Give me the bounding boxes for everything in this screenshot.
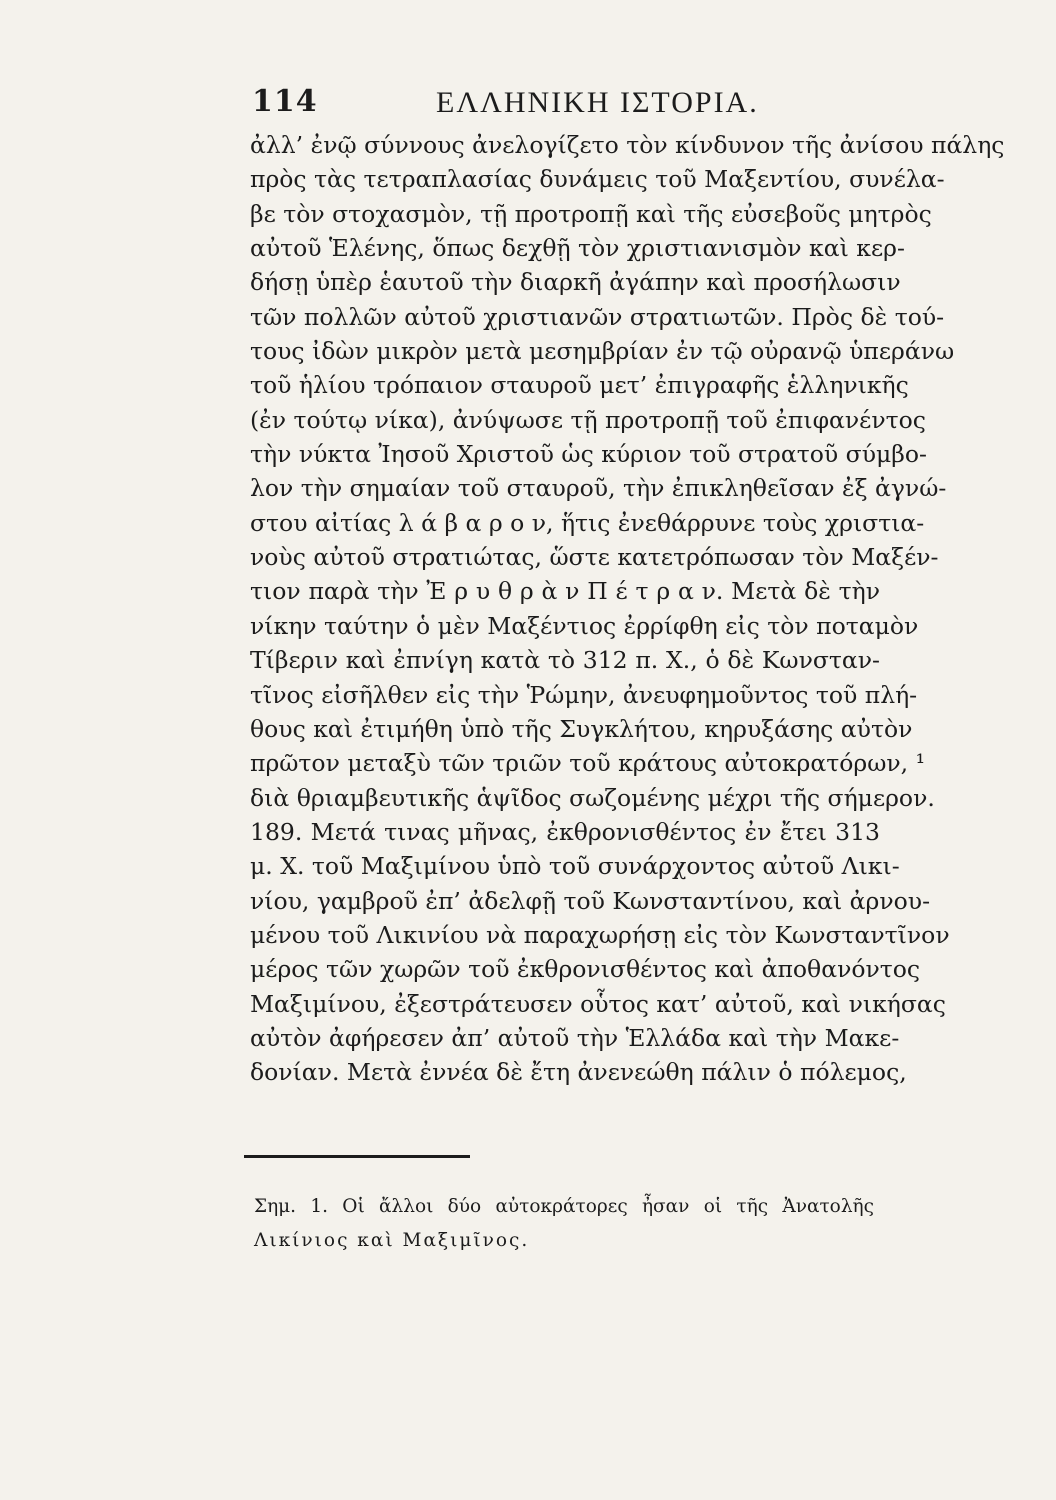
text-line: αὐτὸν ἀφήρεσεν ἀπ’ αὐτοῦ τὴν Ἑλλάδα καὶ τὴν Μακε- [250, 1023, 900, 1052]
text-line: θους καὶ ἐτιμήθη ὑπὸ τῆς Συγκλήτου, κηρυξάσης αὐτὸν [250, 714, 913, 743]
text-line: στου αἰτίας λ ά β α ρ ο ν, ἥτις ἐνεθάρρυνε τοὺς χριστια- [250, 508, 925, 537]
text-line: διὰ θριαμβευτικῆς ἁψῖδος σωζομένης μέχρι τῆς σήμερον. [250, 783, 935, 812]
text-line: (ἐν τούτῳ νίκα), ἀνύψωσε τῇ προτροπῇ τοῦ ἐπιφανέντος [250, 405, 926, 434]
page-number: 114 [252, 84, 318, 119]
footnote-line: Λικίνιος καὶ Μαξιμῖνος. [254, 1230, 530, 1251]
text-line: λον τὴν σημαίαν τοῦ σταυροῦ, τὴν ἐπικληθεῖσαν ἐξ ἀγνώ- [250, 474, 947, 503]
footnote-line: Σημ. 1. Οἱ ἄλλοι δύο αὐτοκράτορες ἦσαν οἱ τῆς Ἀνατολῆς [254, 1196, 874, 1217]
footnote-rule [244, 1155, 470, 1158]
text-line: ἀλλ’ ἐνῷ σύννους ἀνελογίζετο τὸν κίνδυνον τῆς ἀνίσου πάλης [250, 131, 1005, 159]
text-line: Μαξιμίνου, ἐξεστράτευσεν οὗτος κατ’ αὐτοῦ, καὶ νικήσας [250, 989, 946, 1018]
text-line: μ. Χ. τοῦ Μαξιμίνου ὑπὸ τοῦ συνάρχοντος αὐτοῦ Λικι- [250, 852, 900, 881]
text-line: νίκην ταύτην ὁ μὲν Μαξέντιος ἐρρίφθη εἰς τὸν ποταμὸν [250, 611, 919, 640]
text-line: τῖνος εἰσῆλθεν εἰς τὴν Ῥώμην, ἀνευφημοῦντος τοῦ πλή- [250, 680, 918, 709]
text-line: πρὸς τὰς τετραπλασίας δυνάμεις τοῦ Μαξεντίου, συνέλα- [250, 165, 945, 194]
text-line: τὴν νύκτα Ἰησοῦ Χριστοῦ ὡς κύριον τοῦ στρατοῦ σύμβο- [250, 440, 927, 469]
text-line: Τίβεριν καὶ ἐπνίγη κατὰ τὸ 312 π. Χ., ὁ δὲ Κωνσταν- [250, 646, 880, 675]
text-line: βε τὸν στοχασμὸν, τῇ προτροπῇ καὶ τῆς εὐσεβοῦς μητρὸς [250, 199, 932, 228]
footnote [254, 1190, 874, 1258]
text-line: αὐτοῦ Ἑλένης, ὅπως δεχθῇ τὸν χριστιανισμὸν καὶ κερ- [250, 234, 905, 263]
text-line: 189. Μετά τινας μῆνας, ἐκθρονισθέντος ἐν ἔτει 313 [250, 817, 880, 846]
text-line: δονίαν. Μετὰ ἐννέα δὲ ἔτη ἀνενεώθη πάλιν ὁ πόλεμος, [250, 1058, 907, 1087]
text-line: μένου τοῦ Λικινίου νὰ παραχωρήσῃ εἰς τὸν Κωνσταντῖνον [250, 920, 950, 949]
text-line: πρῶτον μεταξὺ τῶν τριῶν τοῦ κράτους αὐτοκρατόρων, ¹ [250, 749, 926, 778]
text-line: τοῦ ἡλίου τρόπαιον σταυροῦ μετ’ ἐπιγραφῆς ἑλληνικῆς [250, 371, 909, 400]
text-line: τιον παρὰ τὴν Ἐ ρ υ θ ρ ὰ ν Π έ τ ρ α ν. Μετὰ δὲ τὴν [250, 577, 880, 606]
text-line: νίου, γαμβροῦ ἐπ’ ἀδελφῇ τοῦ Κωνσταντίνου, καὶ ἀρνου- [250, 886, 931, 915]
text-line: τους ἰδὼν μικρὸν μετὰ μεσημβρίαν ἐν τῷ οὐρανῷ ὑπεράνω [250, 337, 955, 366]
running-head: ΕΛΛΗΝΙΚΗ ΙΣΤΟΡΙΑ. [436, 86, 759, 119]
text-line: μέρος τῶν χωρῶν τοῦ ἐκθρονισθέντος καὶ ἀποθανόντος [250, 955, 921, 984]
text-line: τῶν πολλῶν αὐτοῦ χριστιανῶν στρατιωτῶν. Πρὸς δὲ τού- [250, 302, 945, 331]
body-text [250, 128, 1005, 1090]
text-line: δήσῃ ὑπὲρ ἑαυτοῦ τὴν διαρκῆ ἀγάπην καὶ προσήλωσιν [250, 268, 901, 297]
text-line: νοὺς αὐτοῦ στρατιώτας, ὥστε κατετρόπωσαν τὸν Μαξέν- [250, 543, 939, 572]
